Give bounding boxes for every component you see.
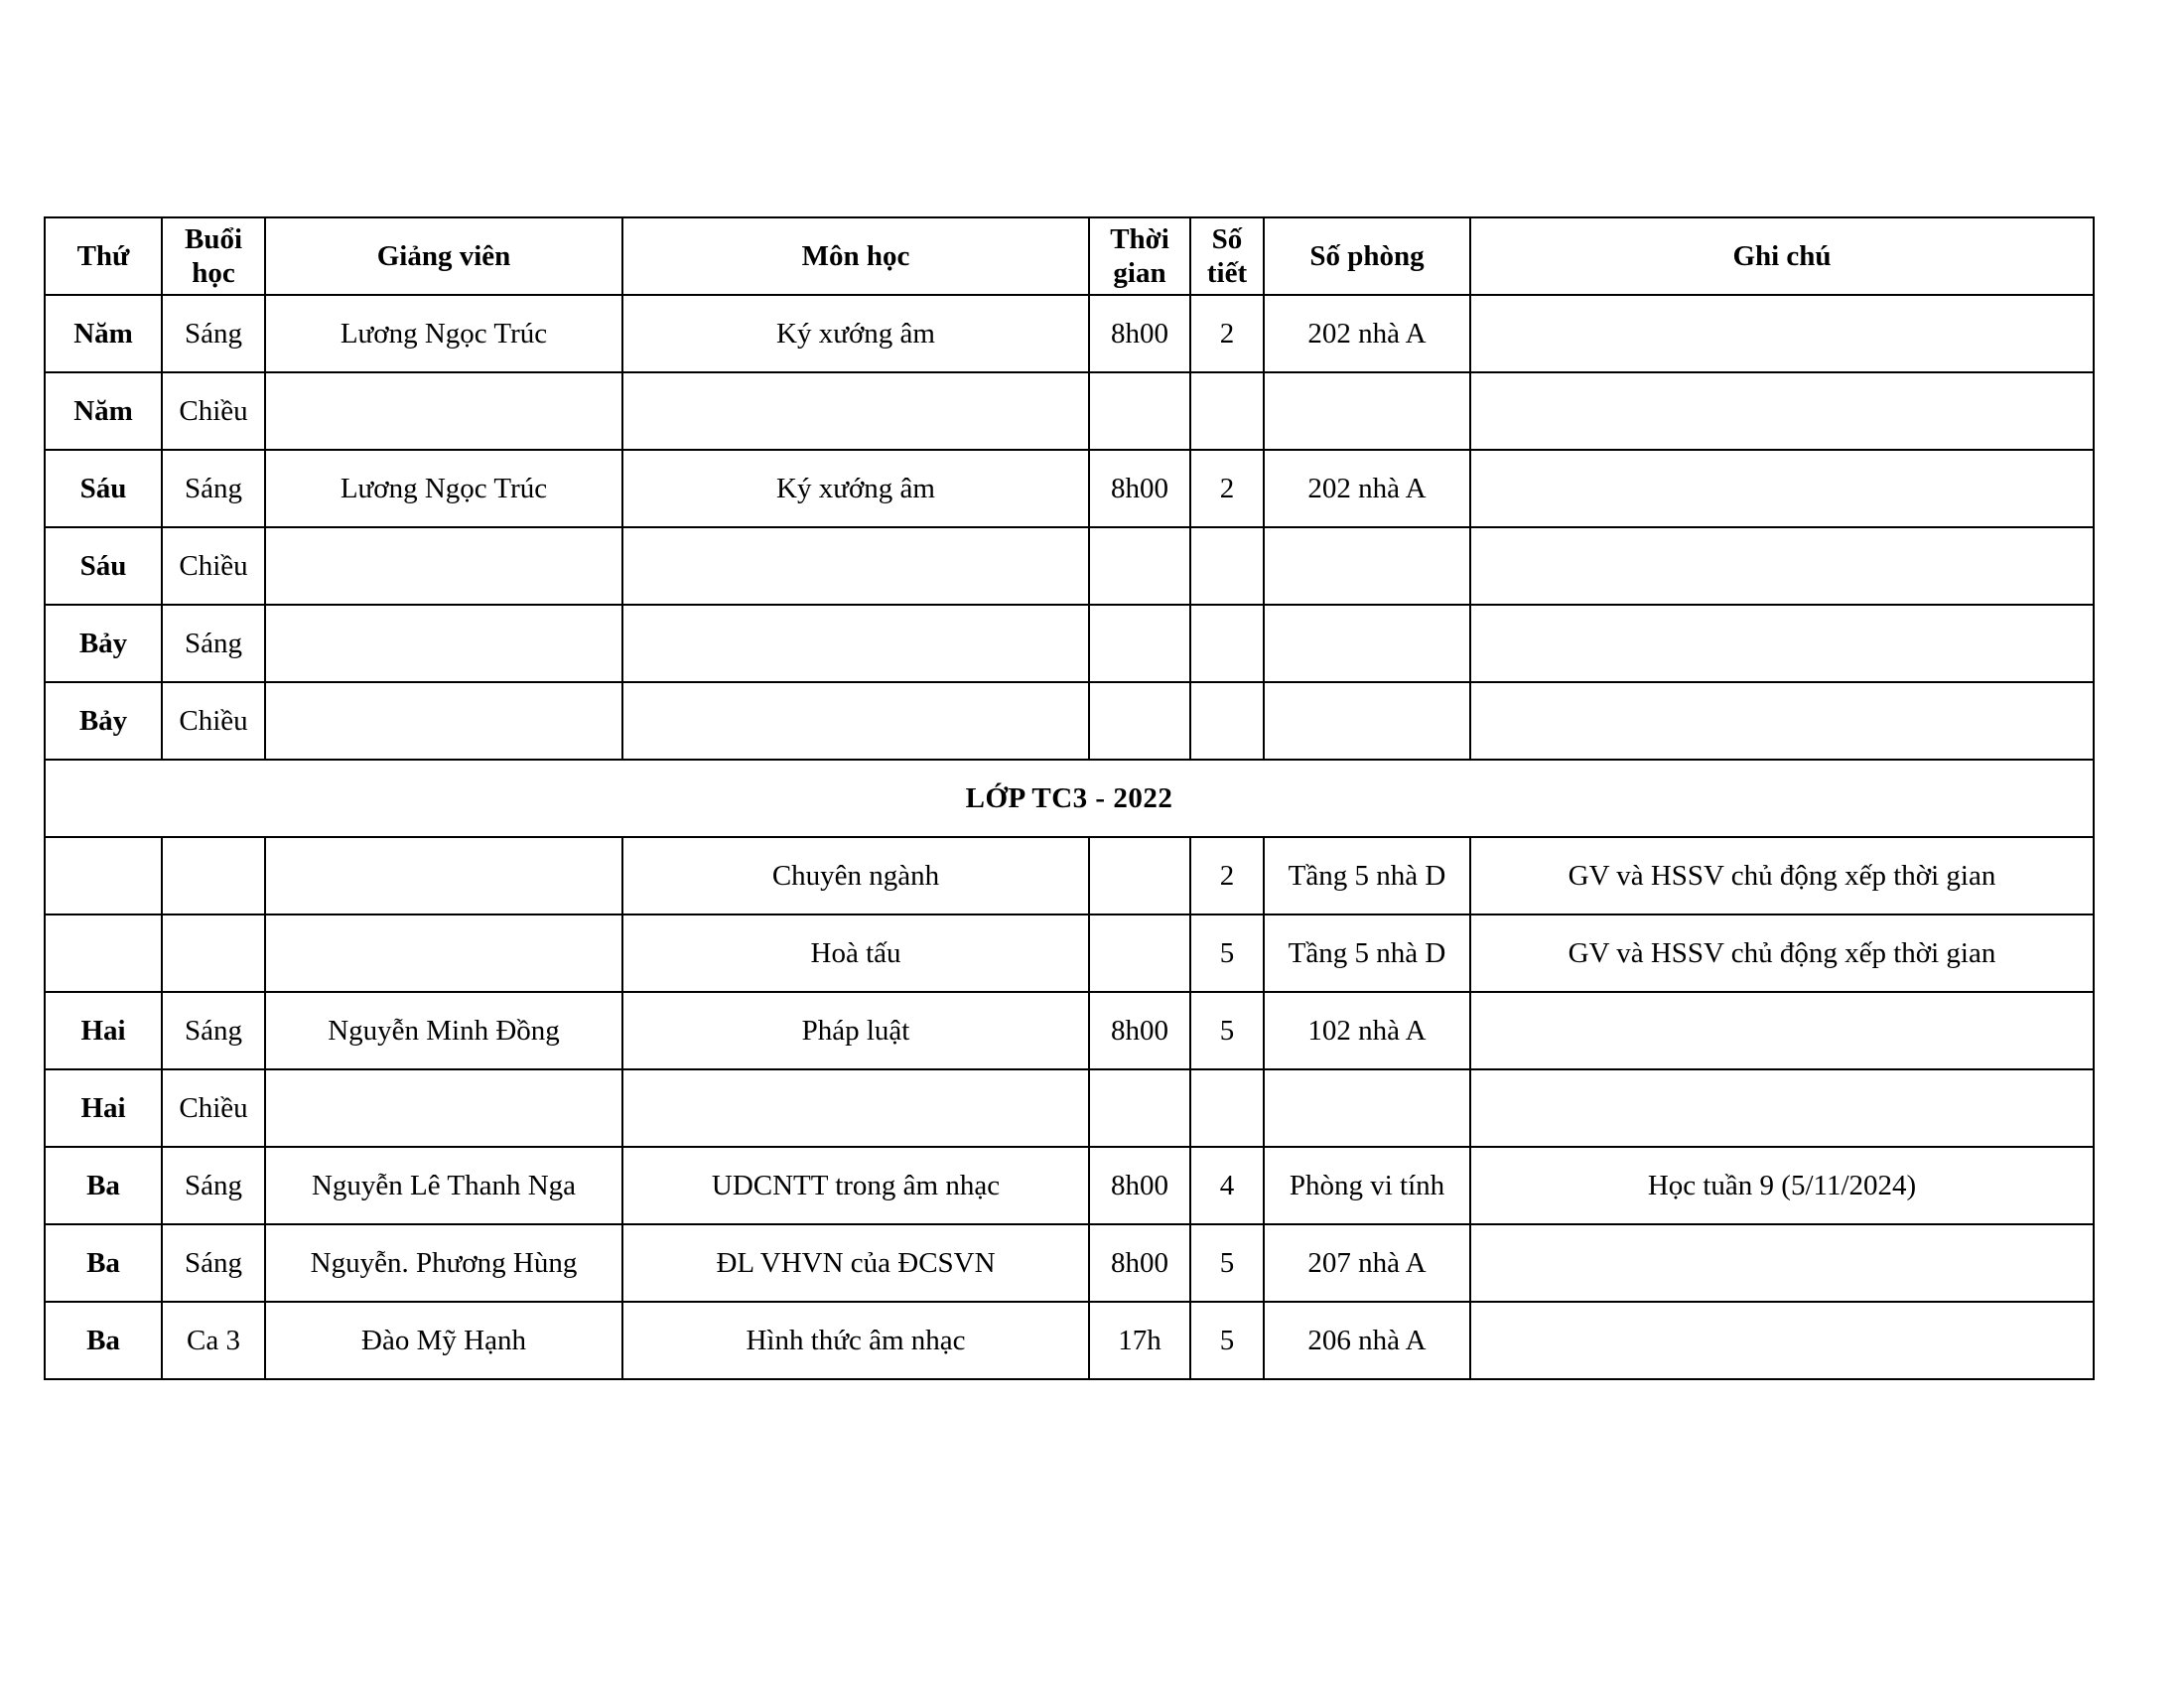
cell-thoi-gian: [1089, 605, 1190, 682]
column-header-buoi-hoc: Buổi học: [162, 217, 265, 295]
cell-thu: Hai: [45, 1069, 162, 1147]
cell-thoi-gian: 8h00: [1089, 992, 1190, 1069]
cell-buoi-hoc: Sáng: [162, 992, 265, 1069]
column-header-so-phong: Số phòng: [1264, 217, 1470, 295]
cell-ghi-chu: Học tuần 9 (5/11/2024): [1470, 1147, 2094, 1224]
cell-ghi-chu: [1470, 450, 2094, 527]
cell-mon-hoc: ĐL VHVN của ĐCSVN: [622, 1224, 1089, 1302]
cell-so-phong: Tầng 5 nhà D: [1264, 914, 1470, 992]
cell-ghi-chu: [1470, 1069, 2094, 1147]
table-row: [45, 527, 2094, 605]
cell-so-tiet: [1190, 682, 1264, 760]
cell-giang-vien: [265, 527, 622, 605]
table-row: [45, 450, 2094, 527]
cell-so-tiet: [1190, 527, 1264, 605]
cell-thu: Bảy: [45, 605, 162, 682]
cell-so-tiet: 4: [1190, 1147, 1264, 1224]
cell-ghi-chu: [1470, 372, 2094, 450]
cell-thoi-gian: [1089, 837, 1190, 914]
cell-so-phong: 202 nhà A: [1264, 450, 1470, 527]
cell-so-tiet: 5: [1190, 1224, 1264, 1302]
cell-thu: Ba: [45, 1147, 162, 1224]
cell-buoi-hoc: Sáng: [162, 605, 265, 682]
cell-buoi-hoc: Sáng: [162, 295, 265, 372]
cell-mon-hoc: [622, 372, 1089, 450]
cell-buoi-hoc: Ca 3: [162, 1302, 265, 1379]
cell-ghi-chu: [1470, 1224, 2094, 1302]
cell-mon-hoc: [622, 1069, 1089, 1147]
cell-giang-vien: Đào Mỹ Hạnh: [265, 1302, 622, 1379]
cell-thoi-gian: 17h: [1089, 1302, 1190, 1379]
cell-thu: Sáu: [45, 450, 162, 527]
column-header-thoi-gian: Thời gian: [1089, 217, 1190, 295]
cell-so-phong: 207 nhà A: [1264, 1224, 1470, 1302]
cell-mon-hoc: Hoà tấu: [622, 914, 1089, 992]
cell-giang-vien: Nguyễn. Phương Hùng: [265, 1224, 622, 1302]
cell-buoi-hoc: Chiều: [162, 682, 265, 760]
cell-thu: Năm: [45, 295, 162, 372]
cell-ghi-chu: [1470, 1302, 2094, 1379]
cell-buoi-hoc: Chiều: [162, 527, 265, 605]
schedule-table-container: [44, 216, 2093, 1380]
cell-ghi-chu: [1470, 527, 2094, 605]
cell-so-phong: 102 nhà A: [1264, 992, 1470, 1069]
cell-thoi-gian: [1089, 682, 1190, 760]
cell-mon-hoc: [622, 527, 1089, 605]
cell-ghi-chu: [1470, 295, 2094, 372]
cell-mon-hoc: Ký xướng âm: [622, 450, 1089, 527]
cell-giang-vien: Nguyễn Lê Thanh Nga: [265, 1147, 622, 1224]
cell-so-phong: Phòng vi tính: [1264, 1147, 1470, 1224]
cell-buoi-hoc: [162, 837, 265, 914]
cell-giang-vien: Lương Ngọc Trúc: [265, 450, 622, 527]
table-row: [45, 295, 2094, 372]
cell-mon-hoc: Chuyên ngành: [622, 837, 1089, 914]
table-row: [45, 682, 2094, 760]
cell-so-tiet: 2: [1190, 295, 1264, 372]
cell-so-phong: Tầng 5 nhà D: [1264, 837, 1470, 914]
cell-buoi-hoc: Sáng: [162, 1224, 265, 1302]
cell-so-tiet: 5: [1190, 1302, 1264, 1379]
cell-giang-vien: [265, 837, 622, 914]
cell-so-phong: [1264, 682, 1470, 760]
cell-thoi-gian: [1089, 527, 1190, 605]
cell-thu: Hai: [45, 992, 162, 1069]
cell-giang-vien: [265, 605, 622, 682]
cell-mon-hoc: UDCNTT trong âm nhạc: [622, 1147, 1089, 1224]
cell-thu: [45, 914, 162, 992]
column-header-giang-vien: Giảng viên: [265, 217, 622, 295]
cell-so-phong: [1264, 527, 1470, 605]
table-header-row: [45, 217, 2094, 295]
cell-thoi-gian: [1089, 1069, 1190, 1147]
cell-mon-hoc: [622, 605, 1089, 682]
table-body: [45, 295, 2094, 1379]
cell-mon-hoc: Hình thức âm nhạc: [622, 1302, 1089, 1379]
schedule-table: [44, 216, 2095, 1380]
cell-giang-vien: Nguyễn Minh Đồng: [265, 992, 622, 1069]
cell-giang-vien: [265, 682, 622, 760]
cell-so-tiet: [1190, 605, 1264, 682]
cell-ghi-chu: [1470, 992, 2094, 1069]
cell-thoi-gian: 8h00: [1089, 1147, 1190, 1224]
column-header-ghi-chu: Ghi chú: [1470, 217, 2094, 295]
cell-mon-hoc: [622, 682, 1089, 760]
cell-buoi-hoc: [162, 914, 265, 992]
cell-so-tiet: 2: [1190, 450, 1264, 527]
cell-so-phong: [1264, 1069, 1470, 1147]
cell-giang-vien: Lương Ngọc Trúc: [265, 295, 622, 372]
cell-so-phong: [1264, 372, 1470, 450]
cell-giang-vien: [265, 372, 622, 450]
table-row: [45, 605, 2094, 682]
cell-so-tiet: 5: [1190, 992, 1264, 1069]
table-row: [45, 372, 2094, 450]
cell-thoi-gian: [1089, 914, 1190, 992]
cell-so-tiet: [1190, 372, 1264, 450]
cell-thoi-gian: 8h00: [1089, 295, 1190, 372]
cell-ghi-chu: GV và HSSV chủ động xếp thời gian: [1470, 914, 2094, 992]
cell-so-phong: [1264, 605, 1470, 682]
table-row: [45, 992, 2094, 1069]
cell-buoi-hoc: Chiều: [162, 372, 265, 450]
table-row: [45, 837, 2094, 914]
cell-so-phong: 202 nhà A: [1264, 295, 1470, 372]
cell-thoi-gian: 8h00: [1089, 1224, 1190, 1302]
table-row: [45, 914, 2094, 992]
table-row: [45, 1147, 2094, 1224]
table-row: [45, 1302, 2094, 1379]
cell-so-tiet: 5: [1190, 914, 1264, 992]
table-section-row: [45, 760, 2094, 837]
column-header-mon-hoc: Môn học: [622, 217, 1089, 295]
cell-thu: Ba: [45, 1224, 162, 1302]
cell-mon-hoc: Ký xướng âm: [622, 295, 1089, 372]
cell-buoi-hoc: Sáng: [162, 450, 265, 527]
table-header: [45, 217, 2094, 295]
cell-so-phong: 206 nhà A: [1264, 1302, 1470, 1379]
cell-buoi-hoc: Sáng: [162, 1147, 265, 1224]
section-title: LỚP TC3 - 2022: [45, 760, 2094, 837]
cell-mon-hoc: Pháp luật: [622, 992, 1089, 1069]
cell-thoi-gian: 8h00: [1089, 450, 1190, 527]
cell-thu: [45, 837, 162, 914]
cell-so-tiet: [1190, 1069, 1264, 1147]
cell-thu: Ba: [45, 1302, 162, 1379]
cell-giang-vien: [265, 914, 622, 992]
table-row: [45, 1224, 2094, 1302]
cell-thu: Sáu: [45, 527, 162, 605]
column-header-so-tiet: Số tiết: [1190, 217, 1264, 295]
cell-ghi-chu: [1470, 605, 2094, 682]
cell-buoi-hoc: Chiều: [162, 1069, 265, 1147]
cell-thu: Năm: [45, 372, 162, 450]
cell-so-tiet: 2: [1190, 837, 1264, 914]
cell-thoi-gian: [1089, 372, 1190, 450]
cell-giang-vien: [265, 1069, 622, 1147]
cell-thu: Bảy: [45, 682, 162, 760]
table-row: [45, 1069, 2094, 1147]
cell-ghi-chu: GV và HSSV chủ động xếp thời gian: [1470, 837, 2094, 914]
cell-ghi-chu: [1470, 682, 2094, 760]
column-header-thu: Thứ: [45, 217, 162, 295]
